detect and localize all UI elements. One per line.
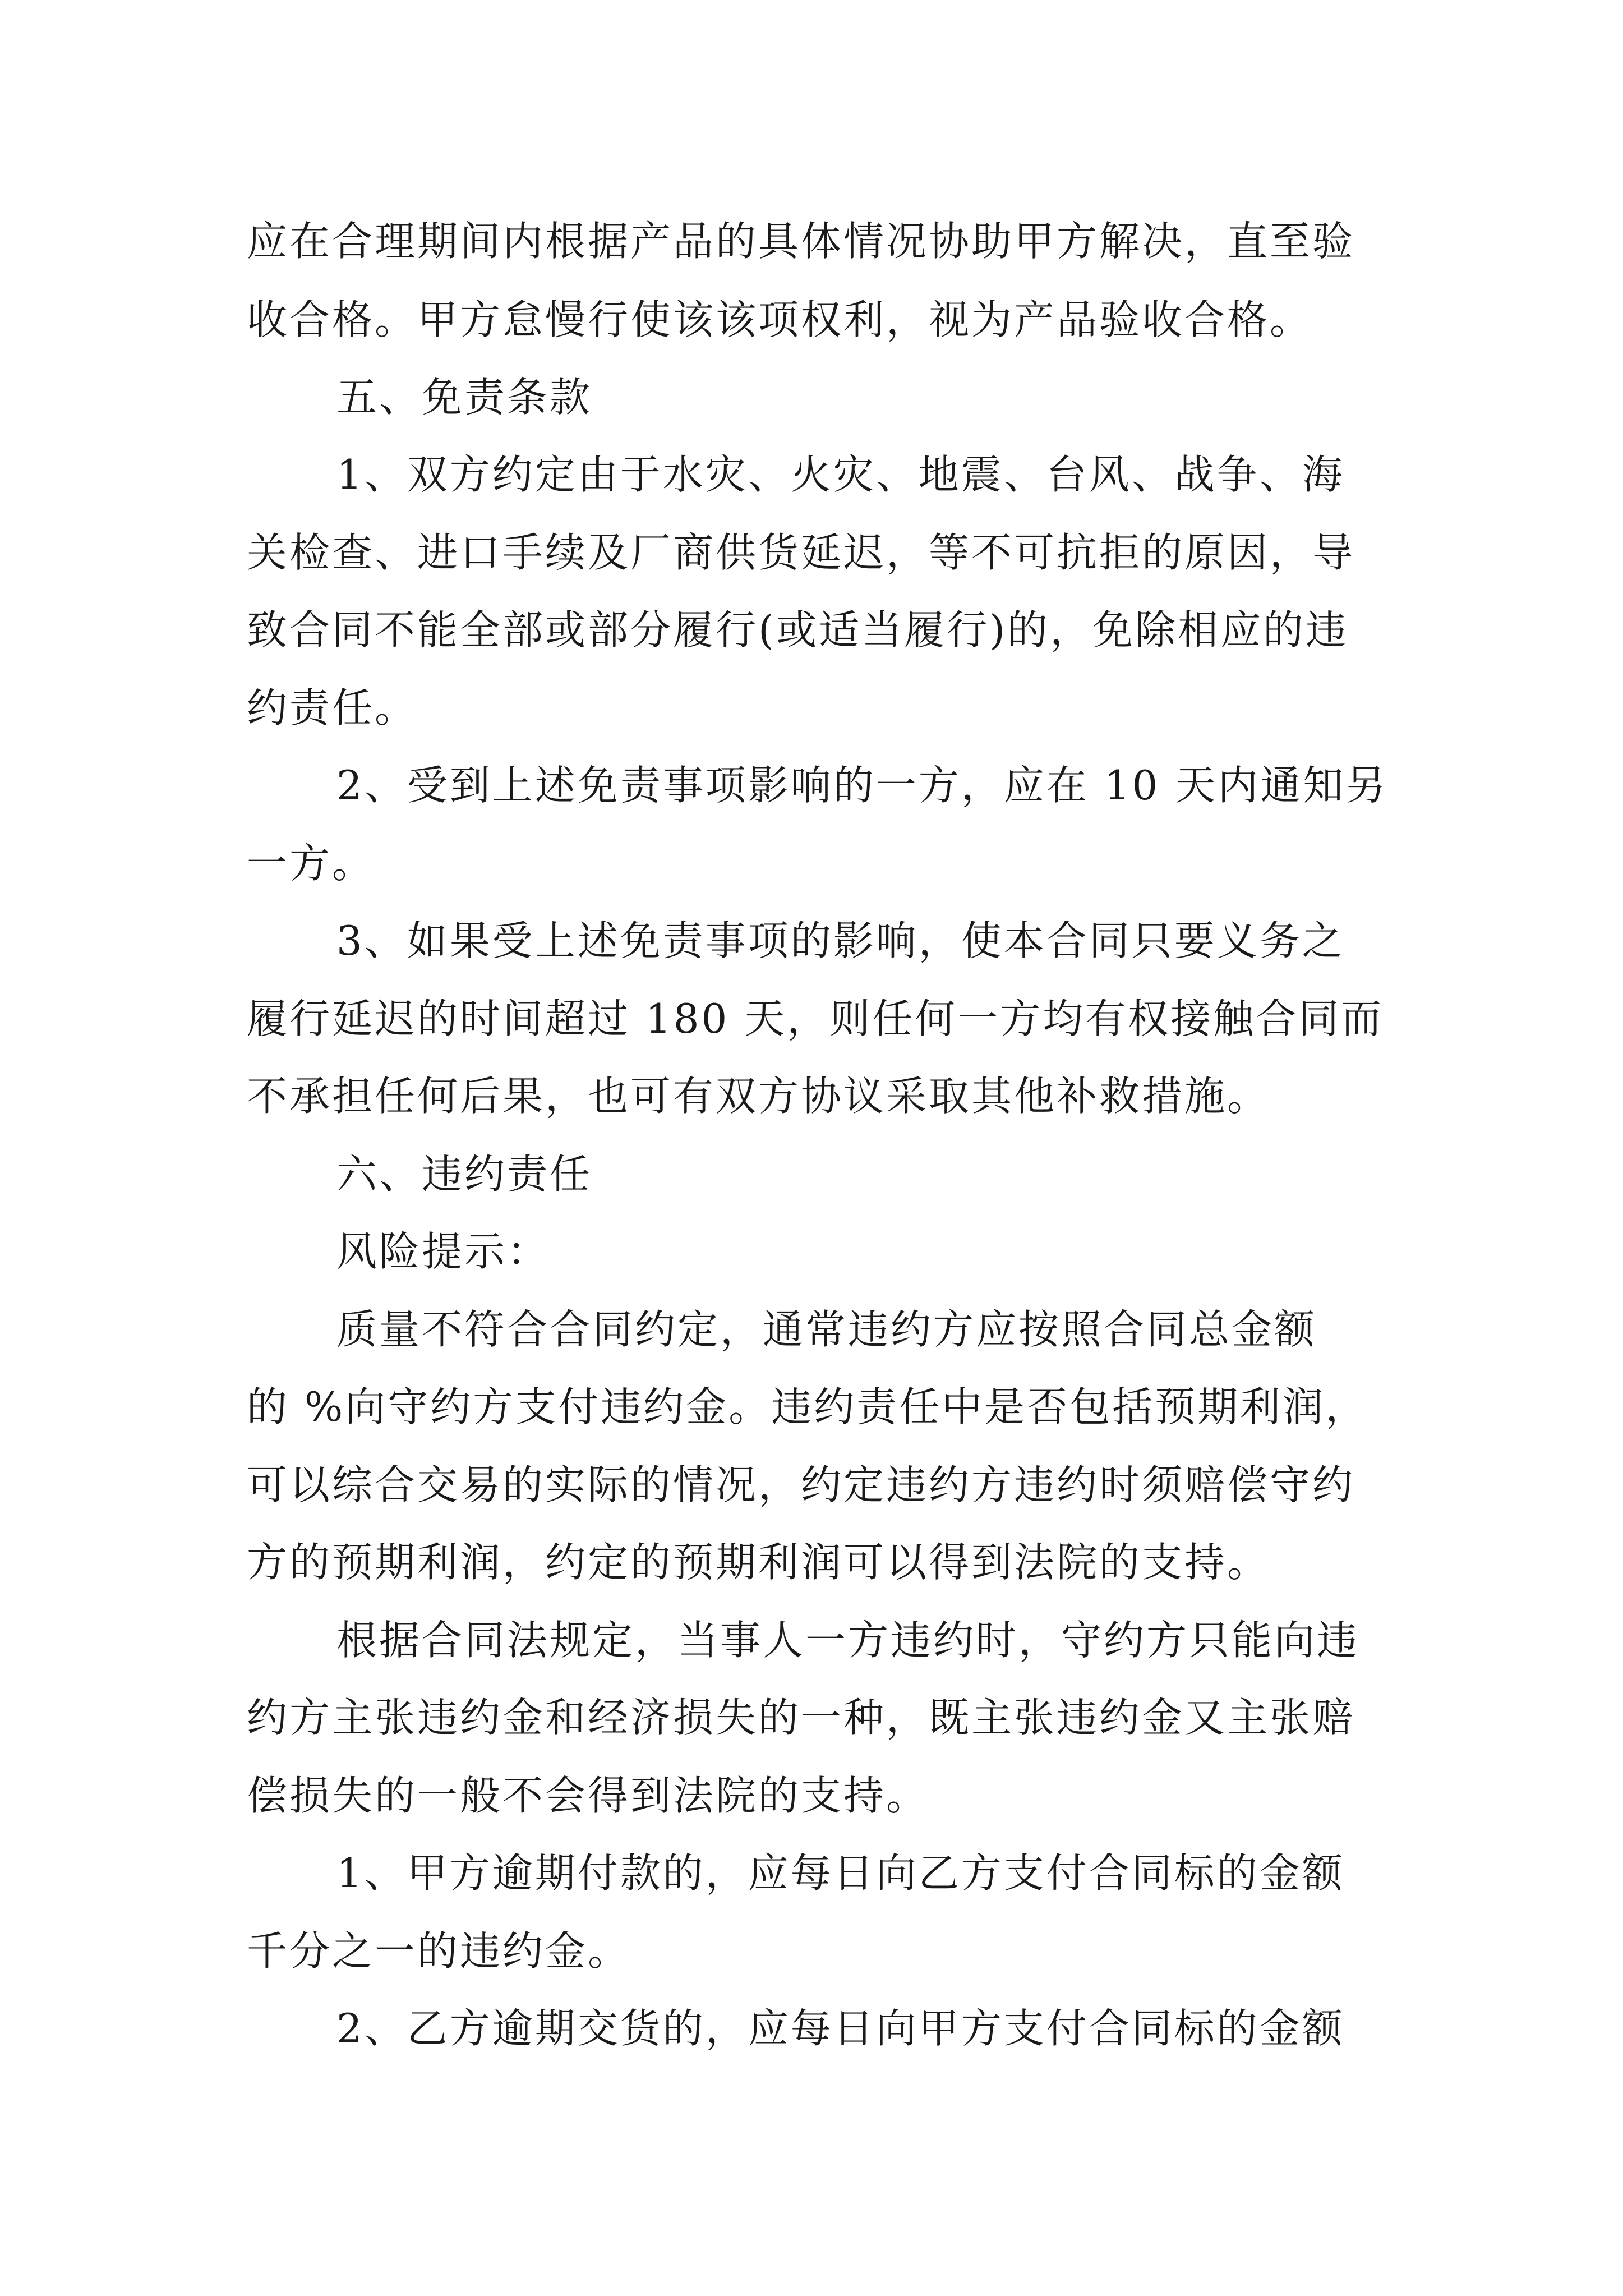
text-line: 约责任。 bbox=[247, 684, 418, 731]
text-line: 约方主张违约金和经济损失的一种，既主张违约金又主张赔 bbox=[247, 1694, 1355, 1741]
text-line: 3、如果受上述免责事项的影响，使本合同只要义务之 bbox=[336, 917, 1345, 964]
text-line: 1、甲方逾期付款的，应每日向乙方支付合同标的金额 bbox=[336, 1849, 1345, 1897]
section-heading: 五、免责条款 bbox=[336, 374, 593, 421]
text-line: 履行延迟的时间超过 180 天，则任何一方均有权接触合同而 bbox=[247, 995, 1384, 1042]
text-line: 1、双方约定由于水灾、火灾、地震、台风、战争、海 bbox=[336, 451, 1345, 498]
text-line: 千分之一的违约金。 bbox=[247, 1927, 631, 1975]
text-line: 2、受到上述免责事项影响的一方，应在 10 天内通知另 bbox=[336, 762, 1389, 809]
text-line: 方的预期利润，约定的预期利润可以得到法院的支持。 bbox=[247, 1539, 1270, 1586]
text-line: 关检查、进口手续及厂商供货延迟，等不可抗拒的原因，导 bbox=[247, 529, 1355, 576]
text-line: 质量不符合合同约定，通常违约方应按照合同总金额 bbox=[336, 1306, 1317, 1353]
text-line: 致合同不能全部或部分履行(或适当履行)的，免除相应的违 bbox=[247, 606, 1349, 654]
text-line: 根据合同法规定，当事人一方违约时，守约方只能向违 bbox=[336, 1617, 1360, 1664]
text-line: 的 %向守约方支付违约金。违约责任中是否包括预期利润， bbox=[247, 1383, 1368, 1430]
text-line: 可以综合交易的实际的情况，约定违约方违约时须赔偿守约 bbox=[247, 1461, 1355, 1508]
text-line: 不承担任何后果，也可有双方协议采取其他补救措施。 bbox=[247, 1073, 1270, 1120]
text-line: 一方。 bbox=[247, 840, 375, 887]
text-line: 收合格。甲方怠慢行使该该项权利，视为产品验收合格。 bbox=[247, 296, 1313, 343]
risk-hint-label: 风险提示： bbox=[336, 1228, 550, 1275]
text-line: 2、乙方逾期交货的，应每日向甲方支付合同标的金额 bbox=[336, 2005, 1345, 2052]
text-line: 偿损失的一般不会得到法院的支持。 bbox=[247, 1772, 929, 1819]
text-line: 应在合理期间内根据产品的具体情况协助甲方解决，直至验 bbox=[247, 218, 1355, 265]
section-heading: 六、违约责任 bbox=[336, 1151, 593, 1198]
